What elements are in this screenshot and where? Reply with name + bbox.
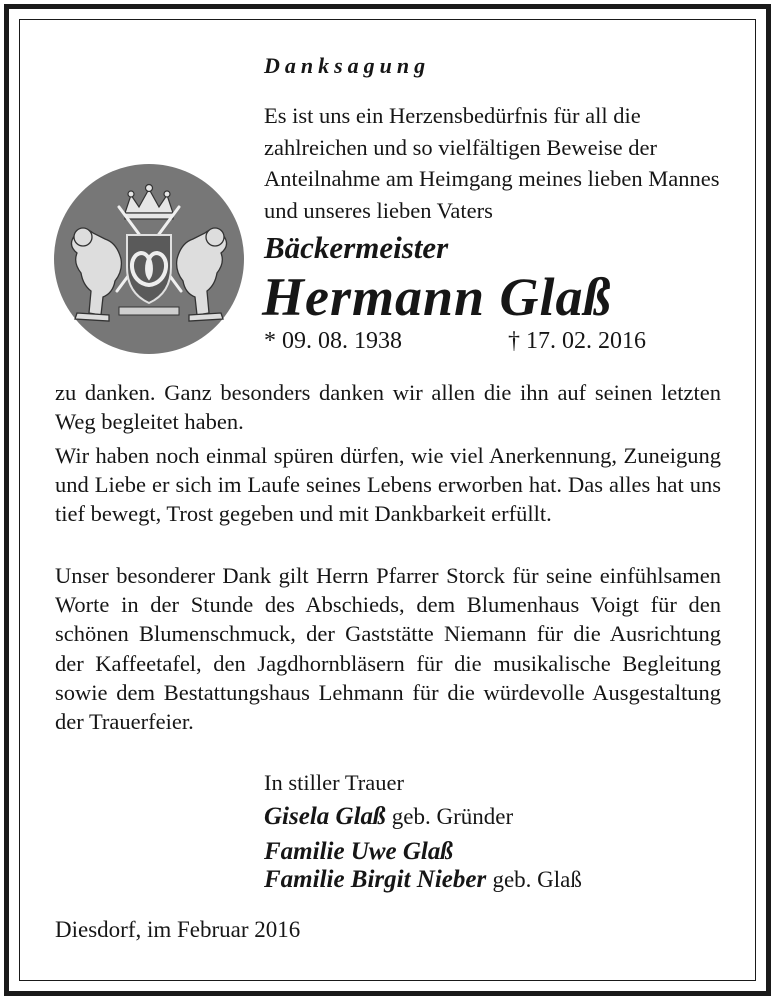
notice-heading: Danksagung [264,53,431,78]
body-paragraph-1: zu danken. Ganz besonders danken wir allen die ihn auf seinen letzten Weg begleitet haben. [55,380,721,435]
deceased-name: Hermann Glaß [262,267,612,327]
deceased-title: Bäckermeister [264,230,449,265]
death-date: † 17. 02. 2016 [508,328,646,354]
mourner-suffix: geb. Glaß [492,867,582,892]
mourner-name: Gisela Glaß [264,803,386,830]
birth-date: * 09. 08. 1938 [264,328,402,354]
mourner-name: Familie Uwe Glaß [264,838,453,865]
body-paragraph-2: Wir haben noch einmal spüren dürfen, wie viel Anerkennung, Zuneigung und Liebe er sich im Laufe seines Lebens erworben hat. Das alles hat uns tief bewegt, Trost gegeben und mit Dankbarkeit erfüllt. [55,443,721,527]
mourning-intro: In stiller Trauer [264,770,404,795]
place-and-date: Diesdorf, im Februar 2016 [55,917,301,942]
mourner-line [264,838,453,866]
baker-guild-coat-of-arms-icon [53,163,245,355]
mourner-suffix: geb. Gründer [391,804,514,829]
mourner-line [264,866,582,894]
intro-text: Es ist uns ein Herzensbedürfnis für all die zahlreichen und so vielfältigen Beweise der Anteilnahme am Heimgang meines lieben Mannes und unseres lieben Vaters [264,103,720,223]
mourner-name: Familie Birgit Nieber [264,866,487,893]
body-paragraph-3: Unser besonderer Dank gilt Herrn Pfarrer Storck für seine einfühlsamen Worte in der Stunde des Abschieds, dem Blumenhaus Voigt für den schönen Blumenschmuck, der Gaststätte Niemann für die Ausrichtung der Kaffeetafel, den Jagdhornbläsern für die musikalische Begleitung sowie dem Bestattungshaus Lehmann für die würdevolle Ausgestaltung der Trauerfeier. [55,563,721,735]
mourner-line [264,803,513,831]
